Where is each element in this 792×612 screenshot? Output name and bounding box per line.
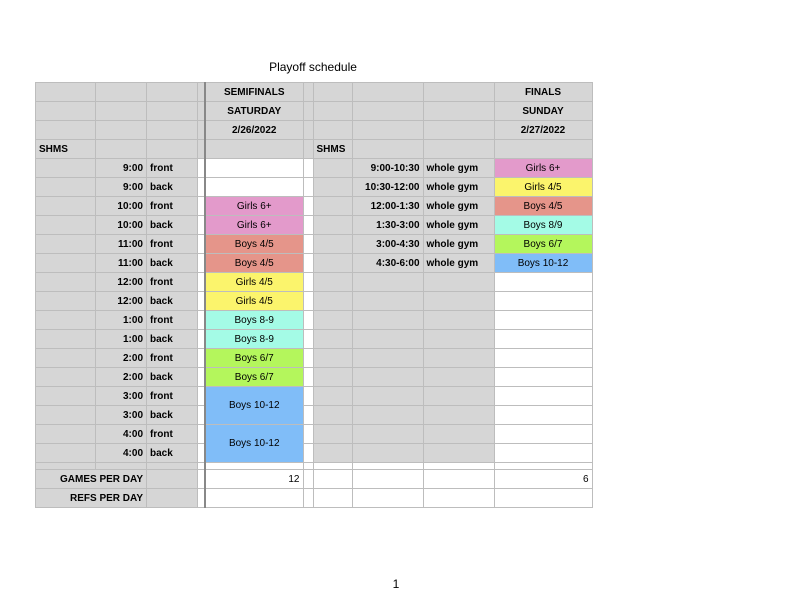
- games-per-day-row: [36, 470, 593, 489]
- sat-court: front: [147, 387, 198, 406]
- sun-game-boys-6-7[interactable]: Boys 6/7: [494, 235, 592, 254]
- sat-court: back: [147, 368, 198, 387]
- table-row: [36, 254, 593, 273]
- shms-label-right: SHMS: [313, 140, 352, 159]
- sat-time: 10:00: [96, 197, 147, 216]
- finals-header: FINALS: [494, 83, 592, 102]
- page-number: 1: [392, 577, 400, 591]
- sat-court: front: [147, 311, 198, 330]
- sat-time: 11:00: [96, 254, 147, 273]
- sun-court: whole gym: [423, 197, 494, 216]
- table-row: [36, 178, 593, 197]
- sat-time: 12:00: [96, 273, 147, 292]
- sun-game-cell[interactable]: [494, 425, 592, 444]
- finals-date: 2/27/2022: [494, 121, 592, 140]
- sat-time: 11:00: [96, 235, 147, 254]
- sun-game-boys-10-12[interactable]: Boys 10-12: [494, 254, 592, 273]
- sat-game-girls-4-5[interactable]: Girls 4/5: [205, 273, 303, 292]
- sun-court: whole gym: [423, 235, 494, 254]
- table-row: [36, 406, 593, 425]
- sun-game-cell[interactable]: [494, 273, 592, 292]
- semifinals-day: SATURDAY: [205, 102, 303, 121]
- table-row: [36, 273, 593, 292]
- semifinals-date: 2/26/2022: [205, 121, 303, 140]
- table-row: [36, 292, 593, 311]
- sat-game-boys-8-9[interactable]: Boys 8-9: [205, 311, 303, 330]
- sat-time: 1:00: [96, 330, 147, 349]
- sun-game-boys-8-9[interactable]: Boys 8/9: [494, 216, 592, 235]
- sun-time: 10:30-12:00: [352, 178, 423, 197]
- sun-game-girls-6[interactable]: Girls 6+: [494, 159, 592, 178]
- sat-court: front: [147, 349, 198, 368]
- sat-court: back: [147, 444, 198, 463]
- finals-day: SUNDAY: [494, 102, 592, 121]
- sat-time: 12:00: [96, 292, 147, 311]
- sat-game-girls-6[interactable]: Girls 6+: [205, 197, 303, 216]
- sat-time: 3:00: [96, 406, 147, 425]
- table-row: [36, 330, 593, 349]
- sat-time: 3:00: [96, 387, 147, 406]
- page-title: Playoff schedule: [269, 60, 357, 74]
- refs-per-day-label: REFS PER DAY: [36, 489, 147, 508]
- sat-game-boys-6-7[interactable]: Boys 6/7: [205, 349, 303, 368]
- table-row: [36, 368, 593, 387]
- shms-row: [36, 140, 593, 159]
- sun-time: 4:30-6:00: [352, 254, 423, 273]
- spacer-row: [36, 463, 593, 470]
- sat-game-boys-6-7[interactable]: Boys 6/7: [205, 368, 303, 387]
- sun-game-cell[interactable]: [494, 406, 592, 425]
- sun-game-cell[interactable]: [494, 311, 592, 330]
- sun-game-cell[interactable]: [494, 387, 592, 406]
- sat-court: front: [147, 235, 198, 254]
- header-row: [36, 121, 593, 140]
- sat-time: 4:00: [96, 425, 147, 444]
- table-row: [36, 349, 593, 368]
- sun-time: 1:30-3:00: [352, 216, 423, 235]
- sat-game-boys-10-12[interactable]: Boys 10-12: [205, 387, 303, 425]
- games-sat-value[interactable]: 12: [205, 470, 303, 489]
- semifinals-header: SEMIFINALS: [205, 83, 303, 102]
- table-row: [36, 216, 593, 235]
- sat-game-boys-10-12[interactable]: Boys 10-12: [205, 425, 303, 463]
- sat-court: back: [147, 254, 198, 273]
- sun-court: whole gym: [423, 216, 494, 235]
- sun-game-cell[interactable]: [494, 292, 592, 311]
- sat-court: back: [147, 406, 198, 425]
- table-row: [36, 235, 593, 254]
- refs-sat-value[interactable]: [205, 489, 303, 508]
- sat-game-cell[interactable]: [205, 159, 303, 178]
- sat-time: 1:00: [96, 311, 147, 330]
- table-row: [36, 425, 593, 444]
- sat-game-boys-4-5[interactable]: Boys 4/5: [205, 254, 303, 273]
- playoff-schedule-table: [35, 82, 593, 508]
- sun-court: whole gym: [423, 254, 494, 273]
- sat-time: 4:00: [96, 444, 147, 463]
- table-row: [36, 197, 593, 216]
- table-row: [36, 159, 593, 178]
- sun-court: whole gym: [423, 159, 494, 178]
- sat-time: 9:00: [96, 178, 147, 197]
- table-row: [36, 311, 593, 330]
- sat-time: 9:00: [96, 159, 147, 178]
- sat-court: front: [147, 273, 198, 292]
- sun-time: 9:00-10:30: [352, 159, 423, 178]
- sat-game-boys-4-5[interactable]: Boys 4/5: [205, 235, 303, 254]
- sat-court: back: [147, 292, 198, 311]
- shms-label-left: SHMS: [36, 140, 96, 159]
- sat-game-boys-8-9[interactable]: Boys 8-9: [205, 330, 303, 349]
- sat-court: back: [147, 330, 198, 349]
- sat-game-cell[interactable]: [205, 178, 303, 197]
- header-row: [36, 83, 593, 102]
- refs-per-day-row: [36, 489, 593, 508]
- sun-game-girls-4-5[interactable]: Girls 4/5: [494, 178, 592, 197]
- table-row: [36, 387, 593, 406]
- sun-time: 12:00-1:30: [352, 197, 423, 216]
- sat-court: front: [147, 159, 198, 178]
- sat-time: 2:00: [96, 368, 147, 387]
- table-row: [36, 444, 593, 463]
- sat-game-girls-6[interactable]: Girls 6+: [205, 216, 303, 235]
- sun-game-cell[interactable]: [494, 349, 592, 368]
- games-per-day-label: GAMES PER DAY: [36, 470, 147, 489]
- sun-court: whole gym: [423, 178, 494, 197]
- sun-game-cell[interactable]: [494, 330, 592, 349]
- sat-court: front: [147, 425, 198, 444]
- sun-game-cell[interactable]: [494, 444, 592, 463]
- sat-court: front: [147, 197, 198, 216]
- sat-time: 2:00: [96, 349, 147, 368]
- sat-time: 10:00: [96, 216, 147, 235]
- header-row: [36, 102, 593, 121]
- sat-game-girls-4-5[interactable]: Girls 4/5: [205, 292, 303, 311]
- refs-sun-value[interactable]: [494, 489, 592, 508]
- games-sun-value[interactable]: 6: [494, 470, 592, 489]
- sun-time: 3:00-4:30: [352, 235, 423, 254]
- sat-court: back: [147, 178, 198, 197]
- sun-game-boys-4-5[interactable]: Boys 4/5: [494, 197, 592, 216]
- sun-game-cell[interactable]: [494, 368, 592, 387]
- sat-court: back: [147, 216, 198, 235]
